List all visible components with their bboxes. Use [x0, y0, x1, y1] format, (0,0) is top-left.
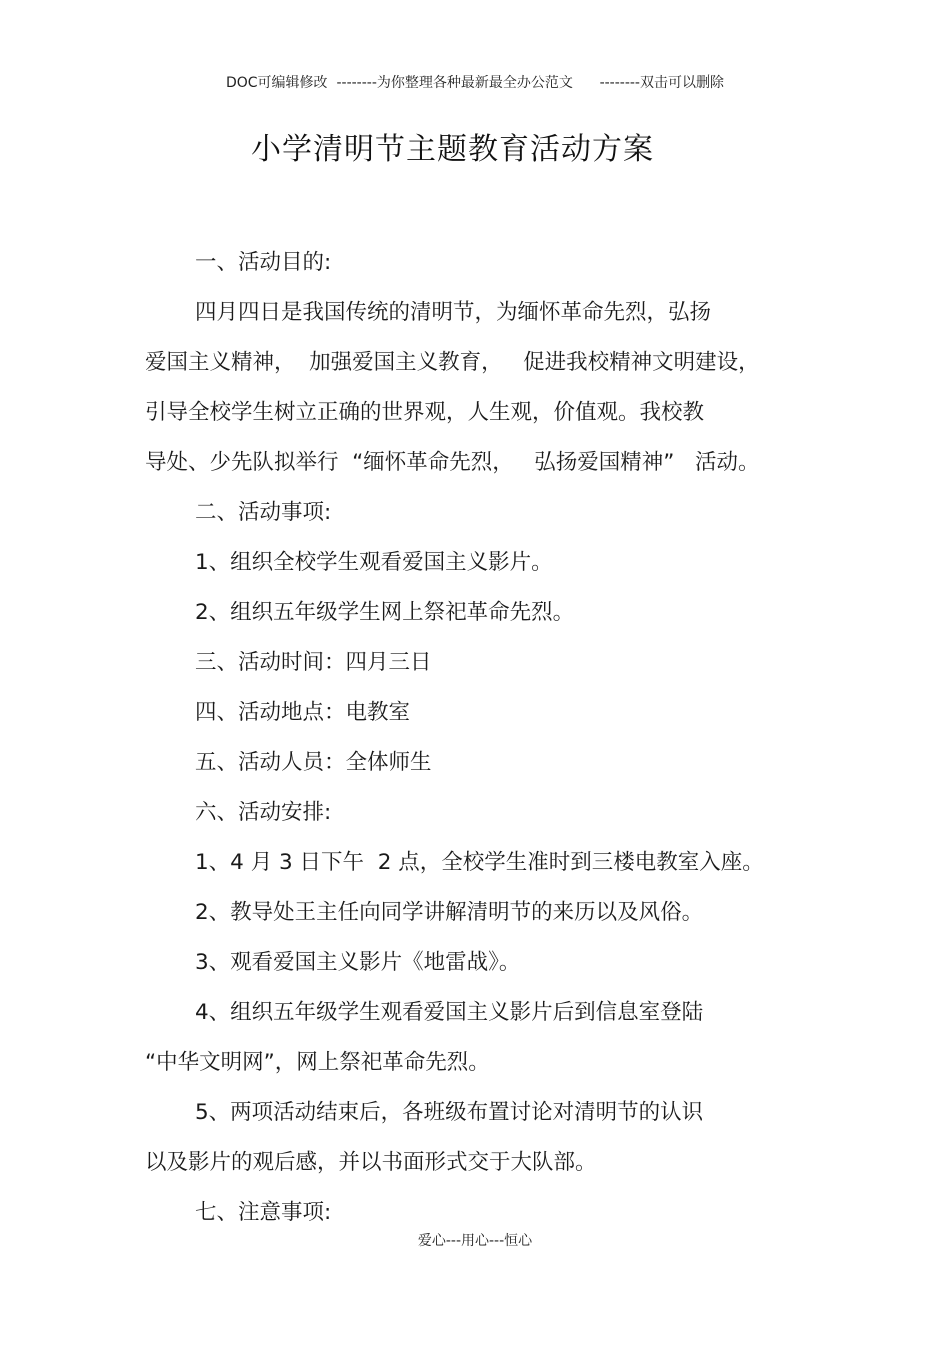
- section-heading-items: 二、活动事项:: [195, 500, 332, 525]
- paragraph-line: 四月四日是我国传统的清明节，为缅怀革命先烈，弘扬: [195, 300, 712, 325]
- section-heading-location: 四、活动地点：电教室: [195, 700, 411, 725]
- list-item: 2、教导处王主任向同学讲解清明节的来历以及风俗。: [195, 900, 704, 925]
- page-header: DOC可编辑修改 --------为你整理各种最新最全办公范文 --------双击可以删除: [225, 75, 724, 91]
- section-heading-time: 三、活动时间：四月三日: [195, 650, 432, 675]
- section-heading-schedule: 六、活动安排:: [195, 800, 332, 825]
- list-item: 1、4 月 3 日下午 2 点，全校学生准时到三楼电教室入座。: [195, 850, 764, 875]
- list-item: 3、观看爱国主义影片《地雷战》。: [195, 950, 521, 975]
- document-title: 小学清明节主题教育活动方案: [251, 132, 654, 167]
- list-item: 2、组织五年级学生网上祭祀革命先烈。: [195, 600, 575, 625]
- list-item: 4、组织五年级学生观看爱国主义影片后到信息室登陆: [195, 1000, 704, 1025]
- list-item: 5、两项活动结束后，各班级布置讨论对清明节的认识: [195, 1100, 704, 1125]
- paragraph-line: 引导全校学生树立正确的世界观，人生观，价值观。我校教: [145, 400, 705, 425]
- list-item-continuation: 以及影片的观后感，并以书面形式交于大队部。: [145, 1150, 597, 1175]
- paragraph-line: 导处、少先队拟举行 “缅怀革命先烈， 弘扬爱国精神” 活动。: [145, 450, 760, 475]
- section-heading-purpose: 一、活动目的:: [195, 250, 332, 275]
- list-item-continuation: “中华文明网”，网上祭祀革命先烈。: [145, 1050, 490, 1075]
- paragraph-line: 爱国主义精神， 加强爱国主义教育， 促进我校精神文明建设，: [145, 350, 760, 375]
- section-heading-participants: 五、活动人员：全体师生: [195, 750, 432, 775]
- list-item: 1、组织全校学生观看爱国主义影片。: [195, 550, 553, 575]
- page-footer: 爱心---用心---恒心: [417, 1233, 533, 1249]
- section-heading-notes: 七、注意事项:: [195, 1200, 332, 1225]
